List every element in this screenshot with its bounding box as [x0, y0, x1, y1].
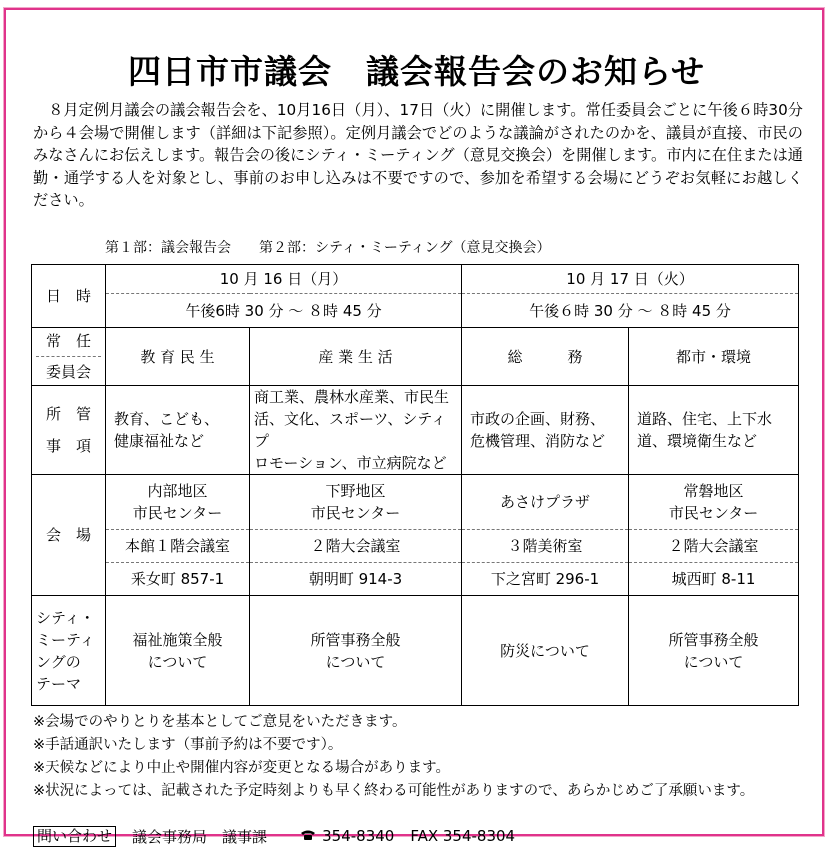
- venue-room-2: ２階大会議室: [250, 530, 462, 563]
- theme-2: 所管事務全般 について: [250, 596, 462, 706]
- committee-industry: 産 業 生 活: [250, 328, 462, 386]
- page-title: 四日市市議会 議会報告会のお知らせ: [127, 52, 705, 91]
- committee-urban: 都市・環境: [629, 328, 799, 386]
- contact-fax: FAX 354-8304: [410, 827, 516, 845]
- row-label-theme: シティ・ ミーティ ングの テーマ: [32, 596, 106, 706]
- note-item: ※天候などにより中止や開催内容が変更となる場合があります。: [33, 760, 450, 776]
- time-day2: 午後６時 30 分 ～ ８時 45 分: [462, 294, 799, 328]
- date-day2: 10 月 17 日（火）: [462, 265, 799, 294]
- jurisdiction-welfare: 教育、こども、 健康福祉など: [106, 386, 250, 475]
- jurisdiction-general: 市政の企画、財務、 危機管理、消防など: [462, 386, 629, 475]
- note-item: ※会場でのやりとりを基本としてご意見をいただきます。: [33, 714, 407, 730]
- venue-room-3: ３階美術室: [462, 530, 629, 563]
- note-item: ※状況によっては、記載された予定時刻よりも早く終わる可能性がありますので、あらかじめご了承願います。: [33, 783, 755, 799]
- venue-name-2: 下野地区 市民センター: [250, 475, 462, 530]
- venue-address-4: 城西町 8-11: [629, 563, 799, 596]
- venue-name-1: 内部地区 市民センター: [106, 475, 250, 530]
- venue-room-4: ２階大会議室: [629, 530, 799, 563]
- venue-room-1: 本館１階会議室: [106, 530, 250, 563]
- row-label-committee: 常 任 委員会: [32, 328, 106, 386]
- time-day1: 午後6時 30 分 ～ ８時 45 分: [106, 294, 462, 328]
- theme-3: 防災について: [462, 596, 629, 706]
- venue-name-3: あさけプラザ: [462, 475, 629, 530]
- row-label-jurisdiction: 所 管 事 項: [32, 386, 106, 475]
- venue-address-3: 下之宮町 296-1: [462, 563, 629, 596]
- schedule-table: [31, 264, 799, 706]
- row-label-datetime: 日 時: [32, 265, 106, 328]
- contact-phone: 354-8340: [322, 827, 395, 845]
- venue-address-1: 釆女町 857-1: [106, 563, 250, 596]
- venue-address-2: 朝明町 914-3: [250, 563, 462, 596]
- intro-paragraph: ８月定例月議会の議会報告会を、10月16日（月）、17日（火）に開催します。常任委員会ごとに午後６時30分から４会場で開催します（詳細は下記参照）。定例月議会でどのような議論がされたのかを、議員が直接、市民のみなさんにお伝えします。報告会の後にシティ・ミーティング（意見交換会）を開催します。市内に在住または通勤・通学する人を対象とし、事前のお申し込みは不要ですので、参加を希望する会場にどうぞお気軽にお越しください。: [33, 101, 803, 209]
- note-item: ※手話通訳いたします（事前予約は不要です）。: [33, 737, 343, 753]
- theme-1: 福祉施策全般 について: [106, 596, 250, 706]
- date-day1: 10 月 16 日（月）: [106, 265, 462, 294]
- program-parts: 第１部：議会報告会 第２部：シティ・ミーティング（意見交換会）: [105, 240, 551, 256]
- row-label-venue: 会 場: [32, 475, 106, 596]
- contact-line: [33, 809, 515, 863]
- committee-welfare: 教 育 民 生: [106, 328, 250, 386]
- theme-4: 所管事務全般 について: [629, 596, 799, 706]
- jurisdiction-urban: 道路、住宅、上下水 道、環境衛生など: [629, 386, 799, 475]
- notes-list: [33, 711, 754, 803]
- contact-office: 議会事務局 議事課: [132, 827, 268, 846]
- telephone-icon: [281, 809, 322, 863]
- jurisdiction-industry: 商工業、農林水産業、市民生 活、文化、スポーツ、シティプ ロモーション、市立病院など: [250, 386, 462, 475]
- committee-general: 総 務: [462, 328, 629, 386]
- venue-name-4: 常磐地区 市民センター: [629, 475, 799, 530]
- contact-label: 問い合わせ: [33, 826, 116, 847]
